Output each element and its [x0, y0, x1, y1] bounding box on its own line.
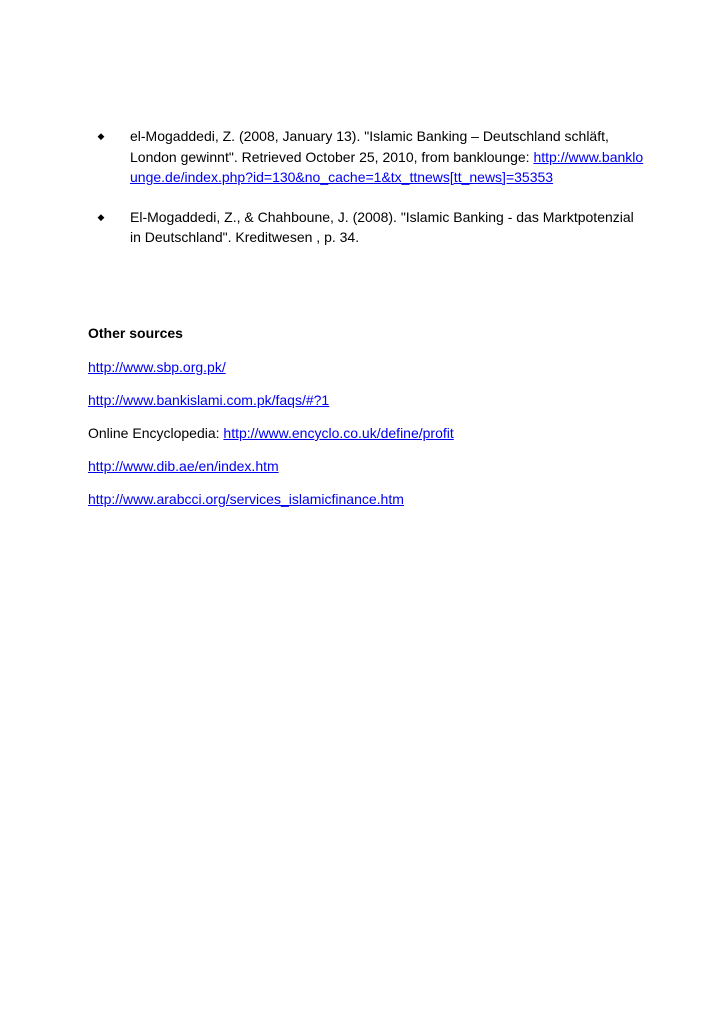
diamond-bullet-icon: ◆ [97, 131, 105, 141]
source-line [88, 357, 668, 377]
source-line [88, 456, 668, 476]
reference-item [0, 207, 728, 248]
source-prefix: Online Encyclopedia: [88, 425, 224, 441]
other-sources-section [88, 323, 668, 522]
reference-text: El-Mogaddedi, Z., & Chahboune, J. (2008). "Islamic Banking - das Marktpotenzial in Deutschland". Kreditwesen , p. 34. [130, 208, 634, 245]
section-heading: Other sources [88, 325, 183, 341]
source-line [88, 390, 668, 410]
reference-text: el-Mogaddedi, Z. (2008, January 13). "Islamic Banking – Deutschland schläft, London gewinnt". Retrieved October 25, 2010, from banklounge: [130, 128, 609, 165]
reference-list [0, 126, 728, 248]
source-line [88, 489, 668, 509]
source-link[interactable]: http://www.bankislami.com.pk/faqs/#?1 [88, 392, 330, 408]
source-line [88, 423, 668, 443]
diamond-bullet-icon: ◆ [97, 211, 105, 222]
reference-link[interactable]: http://www.banklounge.de/index.php?id=130&no_cache=1&tx_ttnews[tt_news]=35353 [130, 148, 644, 185]
reference-item [0, 126, 728, 188]
source-link[interactable]: http://www.arabcci.org/services_islamicfinance.htm [88, 491, 404, 507]
source-link[interactable]: http://www.sbp.org.pk/ [88, 359, 226, 375]
source-link[interactable]: http://www.dib.ae/en/index.htm [88, 458, 279, 474]
source-link[interactable]: http://www.encyclo.co.uk/define/profit [223, 425, 454, 441]
